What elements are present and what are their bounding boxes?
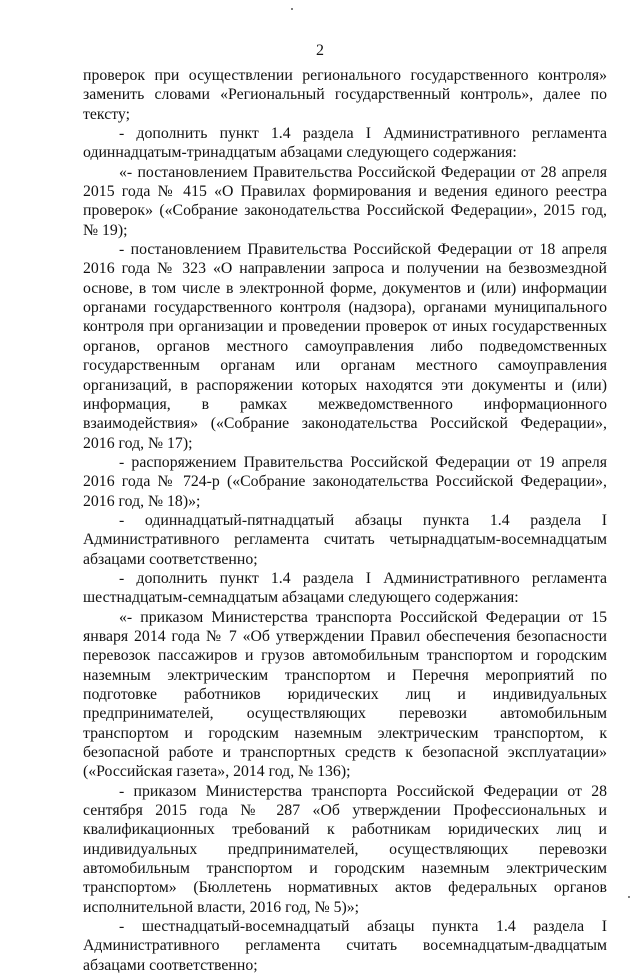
paragraph: - одиннадцатый-пятнадцатый абзацы пункта 1.4 раздела I Административного регламента считать четырнадцатым-восемнадцатым абзацами соответственно; — [83, 511, 607, 568]
paragraph: - постановлением Правительства Российской Федерации от 18 апреля 2016 года № 323 «О направлении запроса и получении на безвозмездной основе, в том числе в электронной форме, документов и (или) информации органами государственного контроля (надзора), органами муниципального контроля при организации и проведении проверок от иных государственных органов, органов местного самоуправления либо подведомственных государственным органам или органам местного самоуправления организаций, в распоряжении которых находятся эти документы и (или) информация, в рамках межведомственного информационного взаимодействия» («Собрание законодательства Российской Федерации», 2016 год, № 17); — [83, 241, 607, 452]
paragraph: «- приказом Министерства транспорта Российской Федерации от 15 января 2014 года № 7 «Об утверждении Правил обеспечения безопасности перевозок пассажиров и грузов автомобильным транспортом и городским наземным электрическим транспортом и Перечня мероприятий по подготовке работников юридических лиц и индивидуальных предпринимателей, осуществляющих перевозки автомобильным транспортом и городским наземным электрическим транспортом, к безопасной работе и транспортных средств к безопасной эксплуатации» («Российская газета», 2014 год, № 136); — [83, 608, 607, 781]
paragraph: - распоряжением Правительства Российской Федерации от 19 апреля 2016 года № 724-р («Собрание законодательства Российской Федерации», 2016 год, № 18)»; — [83, 453, 607, 510]
scan-speck — [628, 896, 630, 898]
paragraph: - дополнить пункт 1.4 раздела I Административного регламента шестнадцатым-семнадцатым абзацами следующего содержания: — [83, 569, 607, 607]
paragraph: проверок при осуществлении регионального государственного контроля» заменить словами «Региональный государственный контроль», далее по тексту; — [83, 67, 607, 123]
paragraph: - дополнить пункт 1.4 раздела I Административного регламента одиннадцатым-тринадцатым абзацами следующего содержания: — [83, 125, 607, 162]
page-number: 2 — [316, 42, 324, 59]
paragraph: - шестнадцатый-восемнадцатый абзацы пункта 1.4 раздела I Административного регламента считать восемнадцатым-двадцатым абзацами соответственно; — [83, 918, 607, 974]
paragraph: - приказом Министерства транспорта Российской Федерации от 28 сентября 2015 года № 287 «Об утверждении Профессиональных и квалификационных требований к работникам юридических лиц и индивидуальных предпринимателей, осуществляющих перевозки автомобильным транспортом и городским наземным электрическим транспортом» (Бюллетень нормативных актов федеральных органов исполнительной власти, 2016 год, № 5)»; — [83, 782, 607, 916]
document-body — [83, 66, 607, 975]
scan-speck — [291, 8, 293, 10]
paragraph: «- постановлением Правительства Российской Федерации от 28 апреля 2015 года № 415 «О Правилах формирования и ведения единого реестра проверок» («Собрание законодательства Российской Федерации», 2015 год, № 19); — [83, 163, 607, 239]
